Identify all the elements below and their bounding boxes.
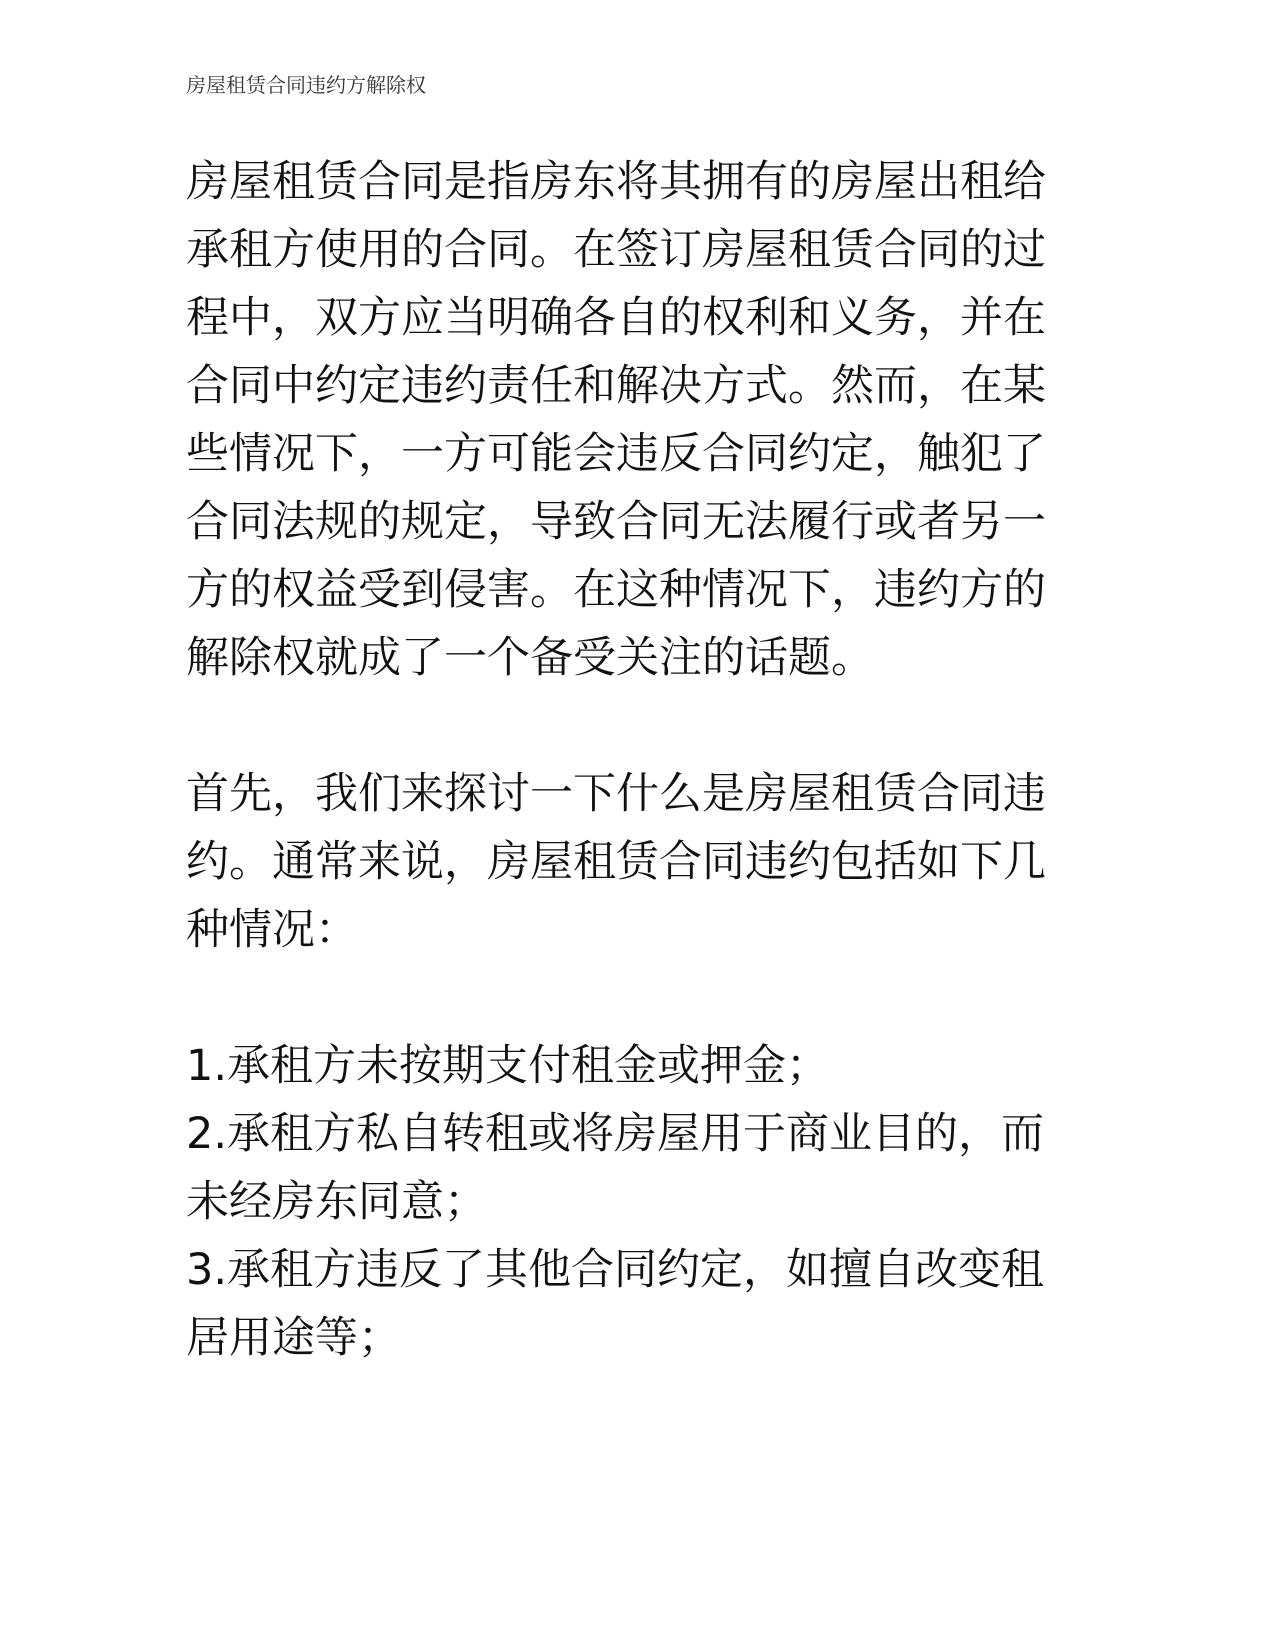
paragraph-spacer xyxy=(186,964,1066,1032)
paragraph-definition: 首先，我们来探讨一下什么是房屋租赁合同违约。通常来说，房屋租赁合同违约包括如下几种情况： xyxy=(186,769,1046,955)
list-item: 2.承租方私自转租或将房屋用于商业目的，而未经房东同意； xyxy=(186,1109,1045,1227)
paragraph-spacer xyxy=(186,692,1066,760)
running-header: 房屋租赁合同违约方解除权 xyxy=(186,73,426,97)
list-item: 3.承租方违反了其他合同约定，如擅自改变租居用途等； xyxy=(186,1245,1045,1363)
paragraph-intro: 房屋租赁合同是指房东将其拥有的房屋出租给承租方使用的合同。在签订房屋租赁合同的过程中，双方应当明确各自的权利和义务，并在合同中约定违约责任和解决方式。然而，在某些情况下，一方可能会违反合同约定，触犯了合同法规的规定，导致合同无法履行或者另一方的权益受到侵害。在这种情况下，违约方的解除权就成了一个备受关注的话题。 xyxy=(186,157,1046,683)
list-item: 1.承租方未按期支付租金或押金； xyxy=(186,1041,830,1091)
document-body xyxy=(186,148,1066,1372)
breach-list xyxy=(186,1032,1066,1372)
